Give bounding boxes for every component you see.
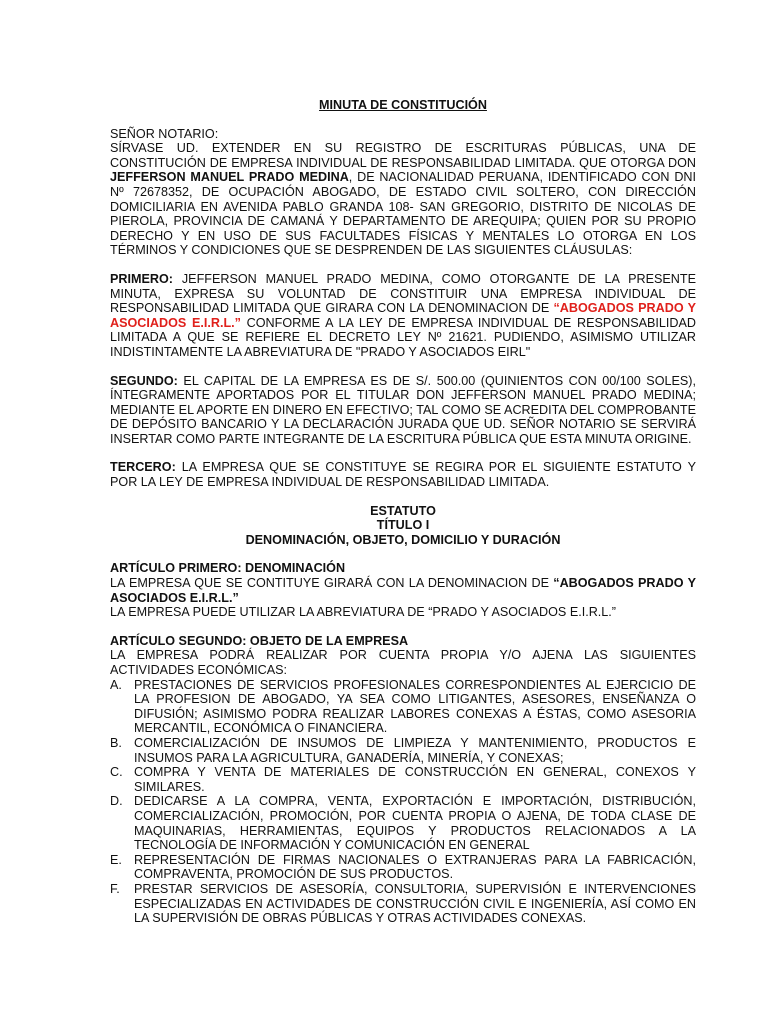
- activities-list: [110, 678, 696, 926]
- articulo-primero-heading: ARTÍCULO PRIMERO: DENOMINACIÓN: [110, 561, 346, 576]
- list-item-text: REPRESENTACIÓN DE FIRMAS NACIONALES O EXTRANJERAS PARA LA FABRICACIÓN, COMPRAVENTA, PROMOCIÓN DE SUS PRODUCTOS.: [134, 852, 696, 882]
- list-item: [110, 882, 696, 926]
- articulo-primero-text-1: LA EMPRESA QUE SE CONTITUYE GIRARÁ CON LA DENOMINACION DE: [110, 576, 554, 591]
- articulo-primero-company: “ABOGADOS PRADO Y ASOCIADOS E.I.R.L.”: [110, 576, 696, 605]
- articulo-primero-abbrev: LA EMPRESA PUEDE UTILIZAR LA ABREVIATURA DE “PRADO Y ASOCIADOS E.I.R.L.”: [110, 605, 617, 620]
- intro-text-1: SÍRVASE UD. EXTENDER EN SU REGISTRO DE ESCRITURAS PÚBLICAS, UNA DE CONSTITUCIÓN DE EMPRESA INDIVIDUAL DE RESPONSABILIDAD LIMITADA. QUE OTORGA DON: [110, 141, 696, 170]
- list-item-text: COMPRA Y VENTA DE MATERIALES DE CONSTRUCCIÓN EN GENERAL, CONEXOS Y SIMILARES.: [134, 765, 696, 794]
- clause-primero: [110, 272, 696, 360]
- list-item: [110, 678, 696, 736]
- list-marker: F.: [110, 881, 120, 896]
- list-marker: C.: [110, 765, 123, 780]
- list-item: [110, 765, 696, 794]
- list-marker: E.: [110, 852, 122, 867]
- estatuto-heading: ESTATUTO: [370, 503, 436, 518]
- company-name-highlight: “ABOGADOS PRADO Y ASOCIADOS E.I.R.L.”: [110, 301, 696, 330]
- list-marker: A.: [110, 677, 122, 692]
- notary-greeting: SEÑOR NOTARIO:: [110, 126, 219, 141]
- list-item-text: PRESTACIONES DE SERVICIOS PROFESIONALES CORRESPONDIENTES AL EJERCICIO DE LA PROFESION DE ABOGADO, YA SEA COMO LITIGANTES, ASESORES, ENSEÑANZA O DIFUSIÓN; ASIMISMO PODRA REALIZAR LABORES CONEXAS A ÉSTAS, COMO ASESORIA MERCANTIL, ECONÓMICA O FINANCIERA.: [134, 677, 696, 736]
- clause-segundo: [110, 374, 696, 447]
- clause-tercero: [110, 460, 696, 489]
- list-item-text: COMERCIALIZACIÓN DE INSUMOS DE LIMPIEZA Y MANTENIMIENTO, PRODUCTOS E INSUMOS PARA LA AGRICULTURA, GANADERÍA, MINERÍA, Y CONEXAS;: [134, 735, 696, 765]
- titulo-subtitle: DENOMINACIÓN, OBJETO, DOMICILIO Y DURACIÓN: [245, 532, 561, 547]
- list-marker: D.: [110, 794, 123, 809]
- list-item-text: PRESTAR SERVICIOS DE ASESORÍA, CONSULTORIA, SUPERVISIÓN E INTERVENCIONES ESPECIALIZADAS EN ACTIVIDADES DE CONSTRUCCIÓN CIVIL E INGENIERÍA, ASÍ COMO EN LA SUPERVISIÓN DE OBRAS PÚBLICAS Y OTRAS ACTIVIDADES CONEXAS.: [134, 881, 696, 926]
- list-item: [110, 794, 696, 852]
- list-item: [110, 853, 696, 882]
- clause-primero-label: PRIMERO:: [110, 271, 173, 286]
- articulo-segundo-intro: LA EMPRESA PODRÁ REALIZAR POR CUENTA PROPIA Y/O AJENA LAS SIGUIENTES ACTIVIDADES ECONÓMICAS:: [110, 648, 696, 677]
- list-marker: B.: [110, 735, 122, 750]
- grantor-name: JEFFERSON MANUEL PRADO MEDINA: [110, 170, 349, 185]
- document-title: MINUTA DE CONSTITUCIÓN: [319, 98, 487, 112]
- clause-tercero-label: TERCERO:: [110, 460, 176, 475]
- articulo-segundo-heading: ARTÍCULO SEGUNDO: OBJETO DE LA EMPRESA: [110, 633, 409, 648]
- clause-tercero-text: LA EMPRESA QUE SE CONSTITUYE SE REGIRA POR EL SIGUIENTE ESTATUTO Y POR LA LEY DE EMPRESA INDIVIDUAL DE RESPONSABILIDAD LIMITADA.: [110, 460, 696, 490]
- clause-primero-text-1: JEFFERSON MANUEL PRADO MEDINA, COMO OTORGANTE DE LA PRESENTE MINUTA, EXPRESA SU VOLUNTAD DE CONSTITUIR UNA EMPRESA INDIVIDUAL DE RESPONSABILIDAD LIMITADA QUE GIRARA CON LA DENOMINACION DE: [110, 271, 696, 316]
- intro-paragraph: [110, 141, 696, 258]
- intro-text-2: , DE NACIONALIDAD PERUANA, IDENTIFICADO CON DNI Nº 72678352, DE OCUPACIÓN ABOGADO, DE ESTADO CIVIL SOLTERO, CON DIRECCIÓN DOMICILIARIA EN AVENIDA PABLO GRANDA 108- SAN GREGORIO, DISTRITO DE NICOLAS DE PIEROLA, PROVINCIA DE CAMANÁ Y DEPARTAMENTO DE AREQUIPA; QUIEN POR SU PROPIO DERECHO Y EN USO DE SUS FACULTADES FÍSICAS Y MENTALES LO OTORGA EN LOS TÉRMINOS Y CONDICIONES QUE SE DESPRENDEN DE LAS SIGUIENTES CLÁUSULAS:: [110, 170, 697, 258]
- list-item: [110, 736, 696, 765]
- titulo-heading: TÍTULO I: [376, 518, 430, 533]
- clause-segundo-text: EL CAPITAL DE LA EMPRESA ES DE S/. 500.00 (QUINIENTOS CON 00/100 SOLES), ÍNTEGRAMENTE APORTADOS POR EL TITULAR DON JEFFERSON MANUEL PRADO MEDINA; MEDIANTE EL APORTE EN DINERO EN EFECTIVO; TAL COMO SE ACREDITA DEL COMPROBANTE DE DEPÓSITO BANCARIO Y LA DECLARACIÓN JURADA QUE UD. SEÑOR NOTARIO SE SERVIRÁ INSERTAR COMO PARTE INTEGRANTE DE LA ESCRITURA PÚBLICA QUE ESTA MINUTA ORIGINE.: [110, 373, 696, 446]
- list-item-text: DEDICARSE A LA COMPRA, VENTA, EXPORTACIÓN E IMPORTACIÓN, DISTRIBUCIÓN, COMERCIALIZACIÓN, PROMOCIÓN, POR CUENTA PROPIA O AJENA, DE TODA CLASE DE MAQUINARIAS, HERRAMIENTAS, EQUIPOS Y PRODUCTOS RELACIONADOS A LA TECNOLOGÍA DE INFORMACIÓN Y COMUNICACIÓN EN GENERAL: [134, 794, 696, 853]
- clause-primero-text-2: CONFORME A LA LEY DE EMPRESA INDIVIDUAL DE RESPONSABILIDAD LIMITADA A QUE SE REFIERE EL DECRETO LEY Nº 21621. PUDIENDO, ASIMISMO UTILIZAR INDISTINTAMENTE LA ABREVIATURA DE "PRADO Y ASOCIADOS EIRL": [110, 315, 696, 359]
- clause-segundo-label: SEGUNDO:: [110, 373, 178, 388]
- articulo-primero-text: [110, 576, 696, 605]
